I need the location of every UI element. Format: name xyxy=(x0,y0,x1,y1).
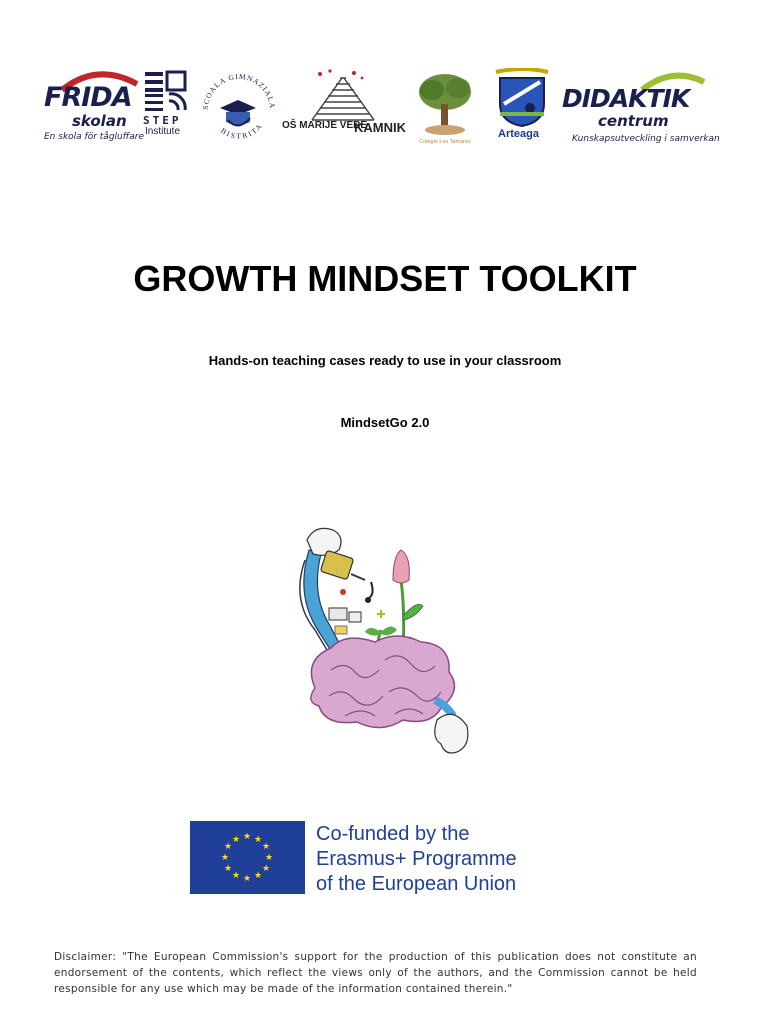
step-logo-name: STEP xyxy=(143,114,182,127)
step-icon xyxy=(143,70,187,112)
svg-text:★: ★ xyxy=(223,864,233,874)
scoala-logo-name: SCOALA GIMNAZIALA xyxy=(200,71,278,111)
project-name: MindsetGo 2.0 xyxy=(340,415,430,430)
svg-text:★: ★ xyxy=(242,874,252,884)
arteaga-logo-name: Arteaga xyxy=(498,128,539,140)
eu-stars-icon xyxy=(190,821,305,894)
svg-text:★: ★ xyxy=(242,832,252,842)
frida-skolan-logo xyxy=(42,68,142,143)
eu-text-line2: Erasmus+ Programme xyxy=(316,848,517,870)
svg-text:★: ★ xyxy=(261,864,271,874)
eu-cofunded-text xyxy=(316,822,517,897)
arteaga-shield-icon xyxy=(490,68,554,128)
disclaimer-text: Disclaimer: "The European Commission's support for the production of this publication does not constitute an endorsement of the contents, which reflect the views only of the authors, and the Commission cannot be held responsible for any use which may be made of the information contained therein." xyxy=(54,951,697,995)
tree-logo-caption: Colegio Les Tamarez xyxy=(419,139,471,145)
arteaga-logo xyxy=(490,68,554,148)
svg-text:★: ★ xyxy=(223,842,233,852)
svg-text:★: ★ xyxy=(264,853,274,863)
didaktik-logo-subname: centrum xyxy=(598,112,669,130)
frida-logo-name: FRIDA xyxy=(44,82,132,113)
frida-logo-tagline: En skola för tågluffare xyxy=(44,132,144,142)
didaktik-logo-name: DIDAKTIK xyxy=(562,84,690,113)
os-marije-vere-kamnik-logo xyxy=(282,68,406,146)
didaktik-centrum-logo xyxy=(562,68,720,148)
svg-text:★: ★ xyxy=(231,835,241,845)
svg-text:★: ★ xyxy=(261,842,271,852)
eu-flag xyxy=(190,821,305,894)
scoala-gimnaziala-logo xyxy=(198,68,280,146)
osmarije-logo-name: OŠ MARIJE VERE xyxy=(282,120,368,131)
colegio-tree-logo xyxy=(410,70,480,146)
svg-text:★: ★ xyxy=(231,871,241,881)
eu-text-line3: of the European Union xyxy=(316,873,517,895)
step-institute-logo xyxy=(143,70,191,140)
eu-text-line1: Co-funded by the xyxy=(316,823,470,845)
growth-mindset-brain-illustration xyxy=(285,520,475,760)
document-title: GROWTH MINDSET TOOLKIT xyxy=(133,258,637,299)
svg-text:★: ★ xyxy=(253,835,263,845)
didaktik-logo-tagline: Kunskapsutveckling i samverkan xyxy=(572,134,720,144)
svg-text:★: ★ xyxy=(253,871,263,881)
step-logo-subname: Institute xyxy=(145,126,181,137)
osmarije-logo-town: KAMNIK xyxy=(354,120,406,135)
partner-logos xyxy=(0,60,770,150)
document-subtitle: Hands-on teaching cases ready to use in your classroom xyxy=(208,353,562,368)
svg-text:★: ★ xyxy=(220,853,230,863)
scoala-logo-city: BISTRITA xyxy=(219,120,265,141)
frida-logo-subname: skolan xyxy=(72,112,127,130)
